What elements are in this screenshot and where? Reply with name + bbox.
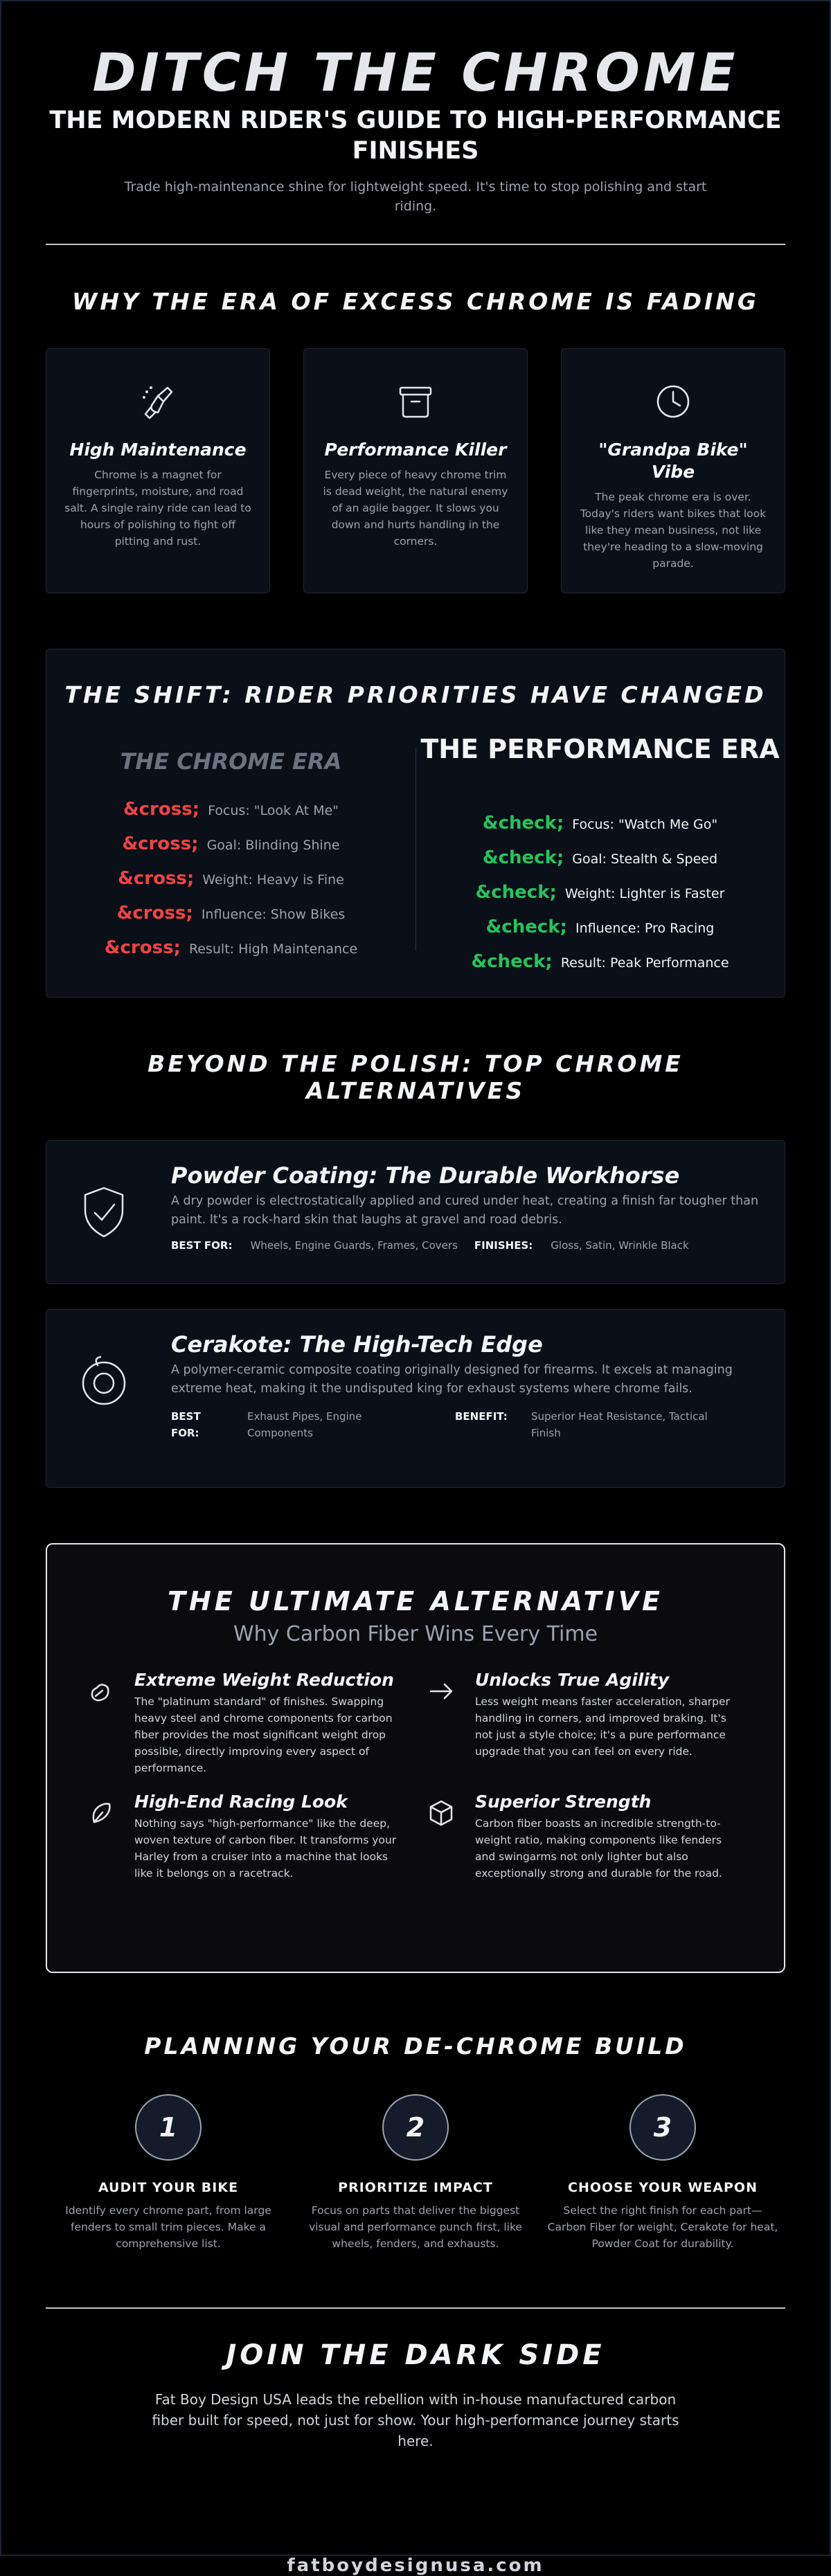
- chrome-era-title: THE CHROME ERA: [120, 748, 342, 775]
- alt-card-cerakote: [46, 1309, 785, 1488]
- check-mark: &check;: [482, 813, 564, 834]
- leaf-icon: [86, 1790, 134, 1882]
- why-title: WHY THE ERA OF EXCESS CHROME IS FADING: [72, 288, 759, 315]
- ultimate-item-text: The "platinum standard" of finishes. Swapping heavy steel and chrome components for carbon fiber provides the most significant weight drop possible, directly improving every aspect of performance.: [134, 1695, 393, 1774]
- ultimate-item-text: Nothing says "high-performance" like the deep, woven texture of carbon fiber. It transforms your Harley from a cruiser into a machine that looks like it belongs on a racetrack.: [134, 1817, 397, 1880]
- cross-mark: &cross;: [104, 937, 181, 958]
- ultimate-item-title: Unlocks True Agility: [475, 1670, 670, 1690]
- plan-step: [547, 2094, 778, 2252]
- why-card-text: The peak chrome era is over. Today's riders want bikes that look like they mean business, not like they're heading to a slow-moving parade.: [580, 491, 767, 570]
- join-section: [46, 2339, 785, 2451]
- hero-subtitle: THE MODERN RIDER'S GUIDE TO HIGH-PERFORMANCE FINISHES: [49, 107, 782, 165]
- check-mark: &check;: [482, 847, 564, 868]
- shift-title: THE SHIFT: RIDER PRIORITIES HAVE CHANGED: [64, 681, 767, 708]
- meta-value-benefit: Superior Heat Resistance, Tactical Finish: [531, 1410, 708, 1439]
- why-card-maintenance: [46, 348, 270, 593]
- check-mark: &check;: [475, 882, 557, 903]
- ultimate-item-title: Extreme Weight Reduction: [134, 1670, 394, 1690]
- why-card-text: Every piece of heavy chrome trim is dead weight, the natural enemy of an agile bagger. It slows you down and hurts handling in the corners.: [323, 469, 508, 548]
- ultimate-subtitle: Why Carbon Fiber Wins Every Time: [233, 1622, 598, 1646]
- cross-mark: &cross;: [116, 903, 193, 924]
- spray-icon: [137, 412, 179, 425]
- ultimate-item-title: High-End Racing Look: [134, 1792, 348, 1812]
- feather-weight-icon: [86, 1668, 134, 1776]
- step-number: 3: [629, 2094, 696, 2161]
- alternatives-section: [46, 1050, 785, 1488]
- shield-check-icon: [74, 1162, 157, 1284]
- meta-value-best-for: Wheels, Engine Guards, Frames, Covers: [250, 1239, 458, 1252]
- hero-divider: [46, 244, 785, 245]
- meta-label-best-for: BEST FOR:: [171, 1239, 233, 1252]
- step-title: AUDIT YOUR BIKE: [98, 2180, 239, 2195]
- ultimate-item-strength: [427, 1790, 767, 1882]
- meta-value-finishes: Gloss, Satin, Wrinkle Black: [551, 1239, 689, 1252]
- join-text: Fat Boy Design USA leads the rebellion with in-house manufactured carbon fiber built for speed, not just for show. Your high-performance journey starts here.: [152, 2391, 679, 2449]
- ultimate-item-body: [134, 1668, 397, 1776]
- hero-description: Trade high-maintenance shine for lightweight speed. It's time to stop polishing and start riding.: [124, 179, 707, 214]
- performance-era-item-text: Result: Peak Performance: [560, 955, 729, 971]
- website-link[interactable]: fatboydesignusa.com: [287, 2555, 544, 2576]
- performance-era-item: [416, 910, 785, 945]
- chrome-era-item-text: Weight: Heavy is Fine: [202, 872, 344, 888]
- why-card-title: Performance Killer: [324, 440, 507, 460]
- ultimate-title: THE ULTIMATE ALTERNATIVE: [168, 1586, 663, 1616]
- ultimate-item-body: [134, 1790, 397, 1882]
- chrome-era-item-text: Influence: Show Bikes: [201, 907, 346, 922]
- alt-card-body: [157, 1331, 760, 1487]
- footer-divider: [46, 2307, 785, 2309]
- performance-era-item: [416, 876, 785, 910]
- why-card-performance: [303, 348, 528, 593]
- step-text: Focus on parts that deliver the biggest visual and performance punch first, like wheels, fenders, and exhausts.: [309, 2204, 522, 2250]
- content-wrapper: [46, 1, 785, 2576]
- chrome-era-item: [46, 862, 416, 897]
- chrome-era-item: [46, 793, 416, 827]
- ultimate-item-text: Carbon fiber boasts an incredible strength-to-weight ratio, making components like fenders and swingarms not only lighter but also exceptionally strong and durable for the road.: [475, 1817, 722, 1880]
- ultimate-item-weight: [86, 1668, 427, 1776]
- why-card-title: High Maintenance: [69, 440, 247, 460]
- check-mark: &check;: [485, 917, 567, 937]
- archive-icon: [395, 412, 436, 425]
- alt-card-title: Powder Coating: The Durable Workhorse: [171, 1162, 680, 1189]
- meta-label-benefit: BENEFIT:: [455, 1410, 508, 1423]
- hero-title: DITCH THE CHROME: [92, 42, 739, 103]
- cross-mark: &cross;: [118, 868, 195, 889]
- plan-title: PLANNING YOUR DE-CHROME BUILD: [144, 2033, 687, 2060]
- ultimate-item-text: Less weight means faster acceleration, sharper handling in corners, and improved braking. It's not just a style choice; it's a pure performance upgrade that you can feel on every ride.: [475, 1695, 730, 1758]
- plan-step: [300, 2094, 531, 2252]
- cube-icon: [427, 1790, 475, 1882]
- step-text: Identify every chrome part, from large fenders to small trim pieces. Make a comprehensive list.: [65, 2204, 271, 2250]
- chrome-era-item: [46, 931, 416, 966]
- performance-era-item-text: Weight: Lighter is Faster: [564, 886, 725, 901]
- clock-icon: [652, 412, 694, 425]
- plan-step: [53, 2094, 284, 2252]
- step-number: 1: [135, 2094, 202, 2161]
- why-card-vibe: [561, 348, 785, 593]
- ultimate-item-agility: [427, 1668, 767, 1776]
- performance-era-column: [416, 734, 785, 980]
- meta-label-best-for: BEST FOR:: [171, 1410, 201, 1439]
- chrome-era-item: [46, 897, 416, 931]
- why-card-text: Chrome is a magnet for fingerprints, moisture, and road salt. A single rainy ride can lead to hours of polishing to fight off pitting and rust.: [64, 469, 251, 548]
- cross-mark: &cross;: [122, 834, 199, 854]
- check-mark: &check;: [471, 951, 553, 972]
- step-title: PRIORITIZE IMPACT: [338, 2180, 493, 2195]
- plan-steps: [46, 2094, 785, 2252]
- chrome-era-item-text: Goal: Blinding Shine: [206, 838, 340, 853]
- shift-columns: [46, 734, 785, 980]
- ultimate-item-body: [475, 1790, 738, 1882]
- step-text: Select the right finish for each part—Carbon Fiber for weight, Cerakote for heat, Powder Coat for durability.: [547, 2204, 778, 2250]
- performance-era-item-text: Focus: "Watch Me Go": [572, 817, 718, 832]
- step-number: 2: [382, 2094, 449, 2161]
- hero: [46, 1, 785, 216]
- alt-card-meta: [171, 1239, 760, 1252]
- performance-era-item: [416, 945, 785, 980]
- performance-era-item: [416, 841, 785, 876]
- arrow-right-icon: [427, 1668, 475, 1776]
- chrome-era-item-text: Result: High Maintenance: [188, 942, 358, 957]
- plan-section: [46, 2033, 785, 2252]
- why-card-title: "Grandpa Bike" Vibe: [598, 440, 748, 482]
- ultimate-grid: [47, 1668, 784, 1895]
- performance-era-title: THE PERFORMANCE ERA: [420, 734, 780, 764]
- why-grid: [46, 348, 785, 593]
- performance-era-item-text: Goal: Stealth & Speed: [572, 852, 718, 867]
- chrome-era-item-text: Focus: "Look At Me": [208, 803, 339, 818]
- step-title: CHOOSE YOUR WEAPON: [568, 2180, 758, 2195]
- performance-era-item: [416, 807, 785, 841]
- alt-card-title: Cerakote: The High-Tech Edge: [171, 1331, 543, 1358]
- shift-section: [46, 649, 785, 998]
- alternatives-title: BEYOND THE POLISH: TOP CHROME ALTERNATIVES: [148, 1050, 683, 1104]
- meta-label-finishes: FINISHES:: [474, 1239, 533, 1252]
- ultimate-section: [46, 1543, 785, 1973]
- meta-value-best-for: Exhaust Pipes, Engine Components: [247, 1410, 362, 1439]
- alt-card-meta: [171, 1408, 760, 1441]
- chrome-era-item: [46, 827, 416, 862]
- alt-card-text: A polymer-ceramic composite coating originally designed for firearms. It excels at managing extreme heat, making it the undisputed king for exhaust systems where chrome fails.: [171, 1363, 733, 1396]
- join-title: JOIN THE DARK SIDE: [226, 2339, 605, 2371]
- ultimate-item-title: Superior Strength: [475, 1792, 652, 1812]
- ultimate-item-body: [475, 1668, 738, 1776]
- ultimate-item-look: [86, 1790, 427, 1882]
- cross-mark: &cross;: [123, 799, 200, 820]
- alt-card-text: A dry powder is electrostatically applied and cured under heat, creating a finish far tougher than paint. It's a rock-hard skin that laughs at gravel and road debris.: [171, 1194, 759, 1227]
- alt-card-body: [157, 1162, 760, 1284]
- alt-card-powder-coating: [46, 1140, 785, 1284]
- performance-era-item-text: Influence: Pro Racing: [575, 921, 715, 936]
- chrome-era-column: [46, 748, 416, 980]
- why-section: [46, 288, 785, 593]
- flame-ring-icon: [74, 1331, 157, 1487]
